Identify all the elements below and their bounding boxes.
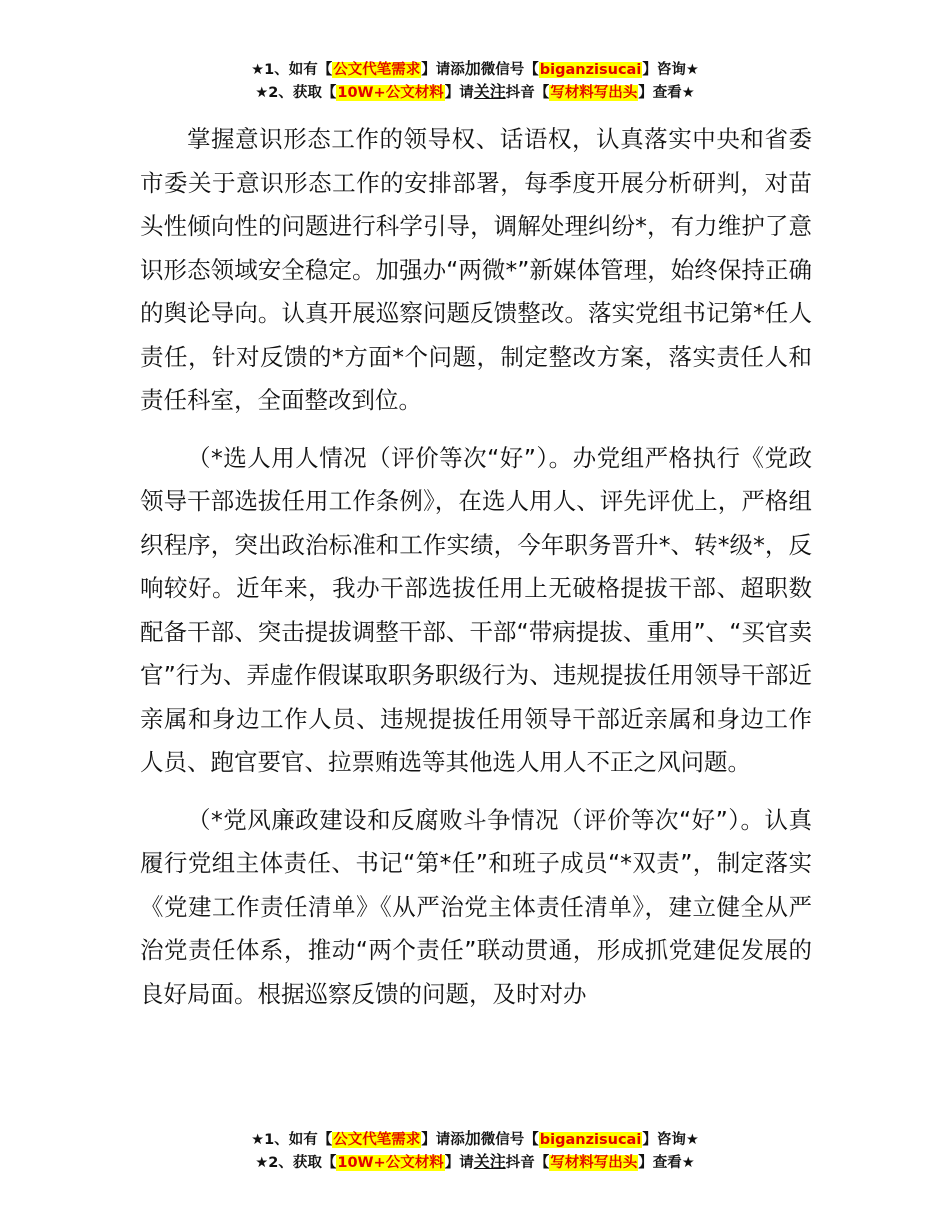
highlight-ghostwriting: 公文代笔需求 [333,1132,421,1148]
footer-banner [0,1128,950,1174]
paragraph-anti-corruption: （*党风廉政建设和反腐败斗争情况（评价等次“好”）。认真履行党组主体责任、书记“第*任”和班子成员“*双责”，制定落实《党建工作责任清单》《从严治党主体责任清单》，建立健全从严治党责任体系，推动“两个责任”联动贯通，形成抓党建促发展的良好局面。根据巡察反馈的问题，及时对办 [140,805,812,1008]
paragraph-personnel-selection: （*选人用人情况（评价等次“好”）。办党组严格执行《党政领导干部选拔任用工作条例》，在选人用人、评先评优上，严格组织程序，突出政治标准和工作实绩，今年职务晋升*、转*级*，反响较好。近年来，我办干部选拔任用上无破格提拔干部、超职数配备干部、突击提拔调整干部、干部“带病提拔、重用”、“买官卖官”行为、弄虚作假谋取职务职级行为、违规提拔任用领导干部近亲属和身边工作人员、违规提拔任用领导干部近亲属和身边工作人员、跑官要官、拉票贿选等其他选人用人不正之风问题。 [140,443,812,776]
highlight-materials: 10W+公文材料 [337,85,444,101]
highlight-douyin: 写材料写出头 [550,1155,638,1171]
highlight-ghostwriting: 公文代笔需求 [333,62,421,78]
banner-line-2: ★2、获取【10W+公文材料】请关注抖音【写材料写出头】查看★ [255,82,695,101]
paragraph-ideology: 掌握意识形态工作的领导权、话语权，认真落实中央和省委市委关于意识形态工作的安排部署，每季度开展分析研判，对苗头性倾向性的问题进行科学引导，调解处理纠纷*，有力维护了意识形态领域安全稳定。加强办“两微*”新媒体管理，始终保持正确的舆论导向。认真开展巡察问题反馈整改。落实党组书记第*任人责任，针对反馈的*方面*个问题，制定整改方案，落实责任人和责任科室，全面整改到位。 [140,125,812,414]
banner-line-1: ★1、如有【公文代笔需求】请添加微信号【biganzisucai】咨询★ [251,59,699,78]
highlight-douyin: 写材料写出头 [550,85,638,101]
document-body [140,118,812,1030]
highlight-wechat-id: biganzisucai [539,62,642,78]
banner-line-2: ★2、获取【10W+公文材料】请关注抖音【写材料写出头】查看★ [255,1152,695,1171]
highlight-wechat-id: biganzisucai [539,1132,642,1148]
banner-line-1: ★1、如有【公文代笔需求】请添加微信号【biganzisucai】咨询★ [251,1129,699,1148]
header-banner [0,58,950,104]
highlight-materials: 10W+公文材料 [337,1155,444,1171]
